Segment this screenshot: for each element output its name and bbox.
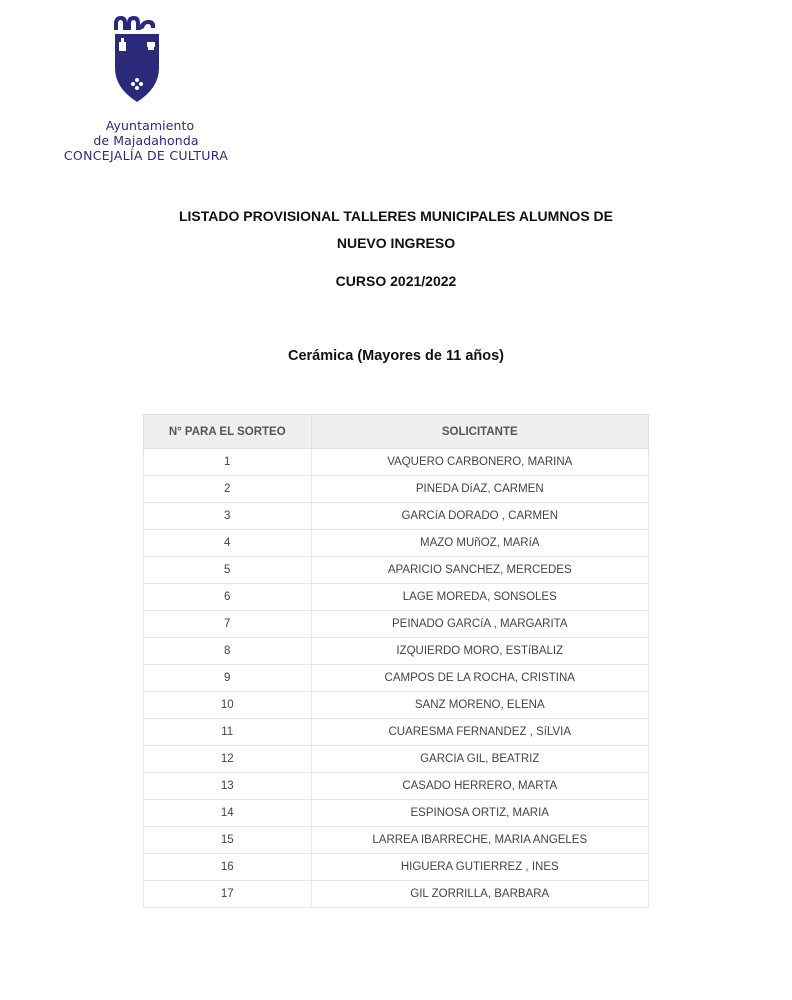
applicant-name: GIL ZORRILLA, BARBARA [311,881,649,908]
draw-number: 15 [144,827,312,854]
draw-number: 6 [144,584,312,611]
draw-number: 13 [144,773,312,800]
draw-number: 2 [144,476,312,503]
applicant-name: VAQUERO CARBONERO, MARINA [311,449,649,476]
applicant-name: HIGUERA GUTIERREZ , INES [311,854,649,881]
draw-number: 7 [144,611,312,638]
title-line-1: LISTADO PROVISIONAL TALLERES MUNICIPALES ALUMNOS DE [178,208,613,224]
draw-number: 16 [144,854,312,881]
logo-caption [56,118,236,163]
applicant-name: ESPINOSA ORTIZ, MARIA [311,800,649,827]
applicant-name: LAGE MOREDA, SONSOLES [311,584,649,611]
table-row [144,854,649,881]
table-header-row [144,415,649,449]
table-row [144,476,649,503]
draw-number: 5 [144,557,312,584]
table-row [144,665,649,692]
table-row [144,800,649,827]
document-title [120,203,672,257]
applicant-name: MAZO MUñOZ, MARíA [311,530,649,557]
table-row [144,530,649,557]
applicant-name: APARICIO SANCHEZ, MERCEDES [311,557,649,584]
draw-number: 11 [144,719,312,746]
table-row [144,773,649,800]
draw-number: 3 [144,503,312,530]
header-applicant: SOLICITANTE [311,415,649,449]
municipal-logo [56,14,236,170]
table-row [144,692,649,719]
table-row [144,449,649,476]
applicant-name: PINEDA DíAZ, CARMEN [311,476,649,503]
table-row [144,503,649,530]
logo-line-3: CONCEJALÍA DE CULTURA [63,148,229,163]
draw-number: 10 [144,692,312,719]
draw-number: 9 [144,665,312,692]
logo-line-1: Ayuntamiento [105,118,195,133]
draw-number: 8 [144,638,312,665]
table-row [144,638,649,665]
applicant-name: PEINADO GARCíA , MARGARITA [311,611,649,638]
draw-number: 14 [144,800,312,827]
logo-line-2: de Majadahonda [93,133,199,148]
applicant-name: CAMPOS DE LA ROCHA, CRISTINA [311,665,649,692]
table-row [144,719,649,746]
table-body [144,449,649,908]
applicant-name: GARCíA DORADO , CARMEN [311,503,649,530]
workshop-name: Cerámica (Mayores de 11 años) [288,348,504,364]
table-row [144,584,649,611]
draw-number: 1 [144,449,312,476]
applicant-name: CUARESMA FERNANDEZ , SíLVIA [311,719,649,746]
table-row [144,557,649,584]
table-row [144,881,649,908]
draw-number: 12 [144,746,312,773]
header-draw-number: N° PARA EL SORTEO [144,415,312,449]
course-year: CURSO 2021/2022 [335,273,457,289]
coat-of-arms-icon [112,16,162,106]
table-row [144,746,649,773]
applicant-name: SANZ MORENO, ELENA [311,692,649,719]
applicant-name: GARCIA GIL, BEATRIZ [311,746,649,773]
applicant-name: IZQUIERDO MORO, ESTíBALIZ [311,638,649,665]
applicant-name: CASADO HERRERO, MARTA [311,773,649,800]
draw-number: 17 [144,881,312,908]
table-row [144,827,649,854]
table-row [144,611,649,638]
title-line-2: NUEVO INGRESO [336,235,456,251]
applicants-table [143,414,649,908]
applicant-name: LARREA IBARRECHE, MARIA ANGELES [311,827,649,854]
draw-number: 4 [144,530,312,557]
